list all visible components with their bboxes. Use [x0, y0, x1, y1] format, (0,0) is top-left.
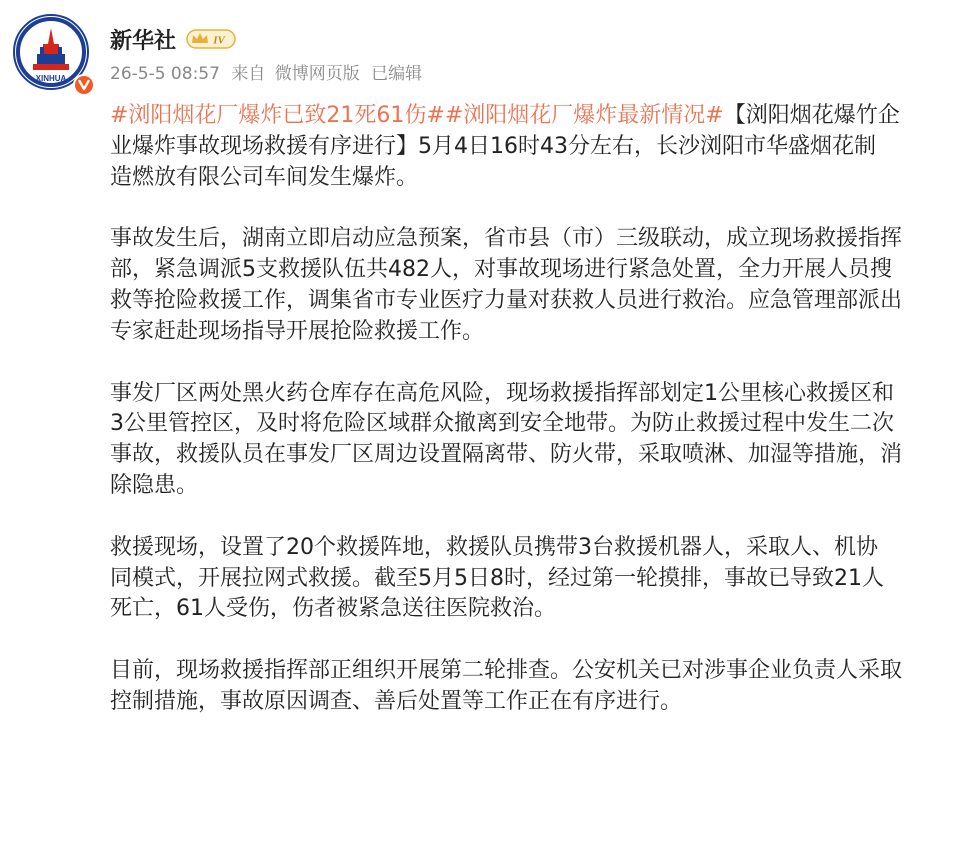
author-name[interactable]: 新华社 [110, 28, 177, 54]
paragraph-5 [110, 656, 945, 718]
text-line: 事故，救援队员在事发厂区周边设置隔离带、防火带，采取喷淋、加湿等措施，消 [110, 442, 903, 468]
post-content [110, 101, 945, 718]
paragraph-4 [110, 533, 945, 625]
text-line: 救援现场，设置了20个救援阵地，救援队员携带3台救援机器人，采取人、机协 [110, 534, 878, 560]
post-meta [110, 62, 428, 86]
text-line: 事故发生后，湖南立即启动应急预案，省市县（市）三级联动，成立现场救援指挥 [110, 226, 903, 252]
text-line: 造燃放有限公司车间发生爆炸。 [110, 164, 419, 190]
paragraph-2 [110, 224, 945, 347]
name-row [110, 22, 428, 56]
post-source[interactable]: 微博网页版 [274, 64, 360, 84]
hashtag-link[interactable]: #浏阳烟花厂爆炸最新情况# [444, 103, 724, 128]
hashtag-link[interactable]: #浏阳烟花厂爆炸已致21死61伤# [110, 103, 445, 128]
text-line: 【浏阳烟花爆竹企 [723, 103, 900, 128]
text-line: 同模式，开展拉网式救援。截至5月5日8时，经过第一轮摸排，事故已导致21人 [110, 565, 884, 591]
badge-level: IV [213, 34, 225, 47]
text-line: 救等抢险救援工作，调集省市专业医疗力量对获救人员进行救治。应急管理部派出 [110, 287, 903, 313]
paragraph-1 [110, 101, 945, 193]
text-line: 控制措施，事故原因调查、善后处置等工作正在有序进行。 [110, 688, 683, 714]
text-line: 3公里管控区，及时将危险区域群众撤离到安全地带。为防止救援过程中发生二次 [110, 411, 894, 437]
edited-label[interactable]: 已编辑 [371, 64, 423, 84]
author-avatar[interactable] [13, 14, 93, 94]
text-line: 部，紧急调派5支救援队伍共482人，对事故现场进行紧急处置，全力开展人员搜 [110, 257, 892, 283]
verified-v-icon [73, 74, 95, 96]
avatar-text: XINHUA [35, 74, 67, 83]
member-badge[interactable] [186, 28, 236, 50]
text-line: 目前，现场救援指挥部正组织开展第二轮排查。公安机关已对涉事企业负责人采取 [110, 658, 903, 684]
text-line: 专家赶赴现场指导开展抢险救援工作。 [110, 318, 485, 344]
text-line: 除隐患。 [110, 472, 199, 498]
text-line: 业爆炸事故现场救援有序进行】5月4日16时43分左右，长沙浏阳市华盛烟花制 [110, 133, 876, 159]
text-line: 事发厂区两处黑火药仓库存在高危风险，现场救援指挥部划定1公里核心救援区和 [110, 380, 894, 406]
text-line: 死亡，61人受伤，伤者被紧急送往医院救治。 [110, 596, 556, 622]
paragraph-3 [110, 379, 945, 502]
post-header [110, 22, 428, 86]
post-time[interactable]: 26-5-5 08:57 [110, 64, 220, 84]
crown-icon [186, 28, 236, 50]
source-prefix: 来自 [231, 64, 266, 84]
